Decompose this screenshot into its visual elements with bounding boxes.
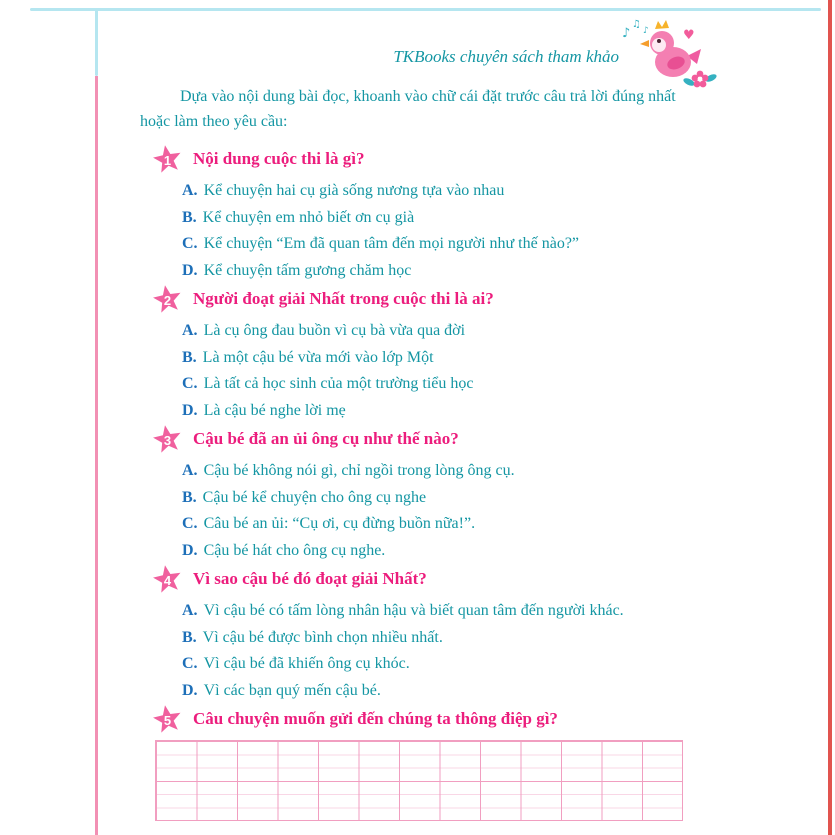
option-letter: C. <box>182 375 198 392</box>
bird-illustration <box>621 16 717 94</box>
option-text: Vì cậu bé có tấm lòng nhân hậu và biết quan tâm đến người khác. <box>203 602 624 619</box>
answer-option <box>182 371 706 398</box>
option-text: Cậu bé hát cho ông cụ nghe. <box>203 541 386 559</box>
answer-option <box>182 318 706 345</box>
option-letter: A. <box>182 322 198 339</box>
option-text: Kể chuyện “Em đã quan tâm đến mọi người như thế nào?” <box>203 235 580 252</box>
option-letter: D. <box>182 681 198 699</box>
right-border-line <box>828 0 832 835</box>
brand-header: TKBooks chuyên sách tham khảo <box>393 47 619 66</box>
question-number: 1 <box>163 153 172 168</box>
answer-option <box>182 511 706 538</box>
question-4 <box>140 564 706 704</box>
answer-option <box>182 231 706 258</box>
answer-option <box>182 458 706 485</box>
option-text: Là cụ ông đau buồn vì cụ bà vừa qua đời <box>203 322 466 339</box>
option-letter: B. <box>182 628 197 646</box>
star-number-marker <box>153 425 182 454</box>
top-left-corner-line <box>95 10 98 76</box>
option-text: Là cậu bé nghe lời mẹ <box>203 401 346 419</box>
answer-option <box>182 178 706 205</box>
answer-option <box>182 651 706 678</box>
question-header <box>140 284 706 314</box>
question-5 <box>140 704 706 821</box>
option-text: Câu bé an ủi: “Cụ ơi, cụ đừng buồn nữa!”. <box>203 515 476 532</box>
option-letter: B. <box>182 488 197 506</box>
option-letter: D. <box>182 261 198 279</box>
option-text: Kể chuyện hai cụ già sống nương tựa vào nhau <box>203 182 505 199</box>
answer-option <box>182 538 706 565</box>
option-text: Kể chuyện em nhỏ biết ơn cụ già <box>202 208 415 226</box>
option-text: Kể chuyện tấm gương chăm học <box>203 261 412 279</box>
option-letter: C. <box>182 655 198 672</box>
answer-option <box>182 485 706 512</box>
svg-text:♪: ♪ <box>622 26 631 41</box>
answer-option <box>182 258 706 285</box>
option-letter: C. <box>182 235 198 252</box>
question-header <box>140 704 706 734</box>
question-header <box>140 564 706 594</box>
question-3 <box>140 424 706 564</box>
music-notes-icon <box>622 19 649 41</box>
option-text: Vì cậu bé được bình chọn nhiều nhất. <box>202 628 443 646</box>
question-number: 4 <box>163 573 172 588</box>
option-letter: B. <box>182 348 197 366</box>
option-text: Vì các bạn quý mến cậu bé. <box>203 681 381 699</box>
answer-option <box>182 678 706 705</box>
answer-option <box>182 345 706 372</box>
instructions-text: Dựa vào nội dung bài đọc, khoanh vào chữ cái đặt trước câu trả lời đúng nhất hoặc làm theo yêu cầu: <box>140 88 676 130</box>
beak <box>640 40 649 47</box>
option-letter: A. <box>182 602 198 619</box>
left-border-line <box>95 76 98 835</box>
question-title: Người đoạt giải Nhất trong cuộc thi là ai? <box>193 289 494 308</box>
star-number-marker <box>153 145 182 174</box>
top-border-line <box>30 8 821 11</box>
eye <box>657 39 661 43</box>
question-header <box>140 144 706 174</box>
star-number-marker <box>153 705 182 734</box>
option-text: Là tất cả học sinh của một trường tiểu học <box>203 375 474 392</box>
svg-text:♫: ♫ <box>632 19 641 30</box>
option-letter: C. <box>182 515 198 532</box>
question-title: Nội dung cuộc thi là gì? <box>193 149 365 168</box>
option-text: Là một cậu bé vừa mới vào lớp Một <box>202 348 434 366</box>
question-1 <box>140 144 706 284</box>
question-title: Cậu bé đã an ủi ông cụ như thế nào? <box>193 429 459 448</box>
answer-option <box>182 205 706 232</box>
content-column <box>140 84 706 821</box>
question-number: 5 <box>163 713 172 728</box>
question-title: Câu chuyện muốn gửi đến chúng ta thông điệp gì? <box>193 709 558 728</box>
option-letter: B. <box>182 208 197 226</box>
option-text: Vì cậu bé đã khiến ông cụ khóc. <box>203 655 410 672</box>
answer-option <box>182 625 706 652</box>
question-header <box>140 424 706 454</box>
option-letter: D. <box>182 401 198 419</box>
option-text: Cậu bé không nói gì, chỉ ngồi trong lòng ông cụ. <box>203 462 515 479</box>
handwriting-grid <box>155 740 683 821</box>
star-number-marker <box>153 285 182 314</box>
question-number: 2 <box>163 293 172 308</box>
answer-option <box>182 398 706 425</box>
heart-icon: ♥ <box>683 28 695 43</box>
answer-option <box>182 598 706 625</box>
option-letter: A. <box>182 462 198 479</box>
question-2 <box>140 284 706 424</box>
question-number: 3 <box>163 433 172 448</box>
question-title: Vì sao cậu bé đó đoạt giải Nhất? <box>193 569 427 588</box>
option-text: Cậu bé kể chuyện cho ông cụ nghe <box>202 488 427 506</box>
option-letter: D. <box>182 541 198 559</box>
option-letter: A. <box>182 182 198 199</box>
star-number-marker <box>153 565 182 594</box>
svg-text:♪: ♪ <box>643 26 649 36</box>
crown-icon <box>655 20 669 29</box>
